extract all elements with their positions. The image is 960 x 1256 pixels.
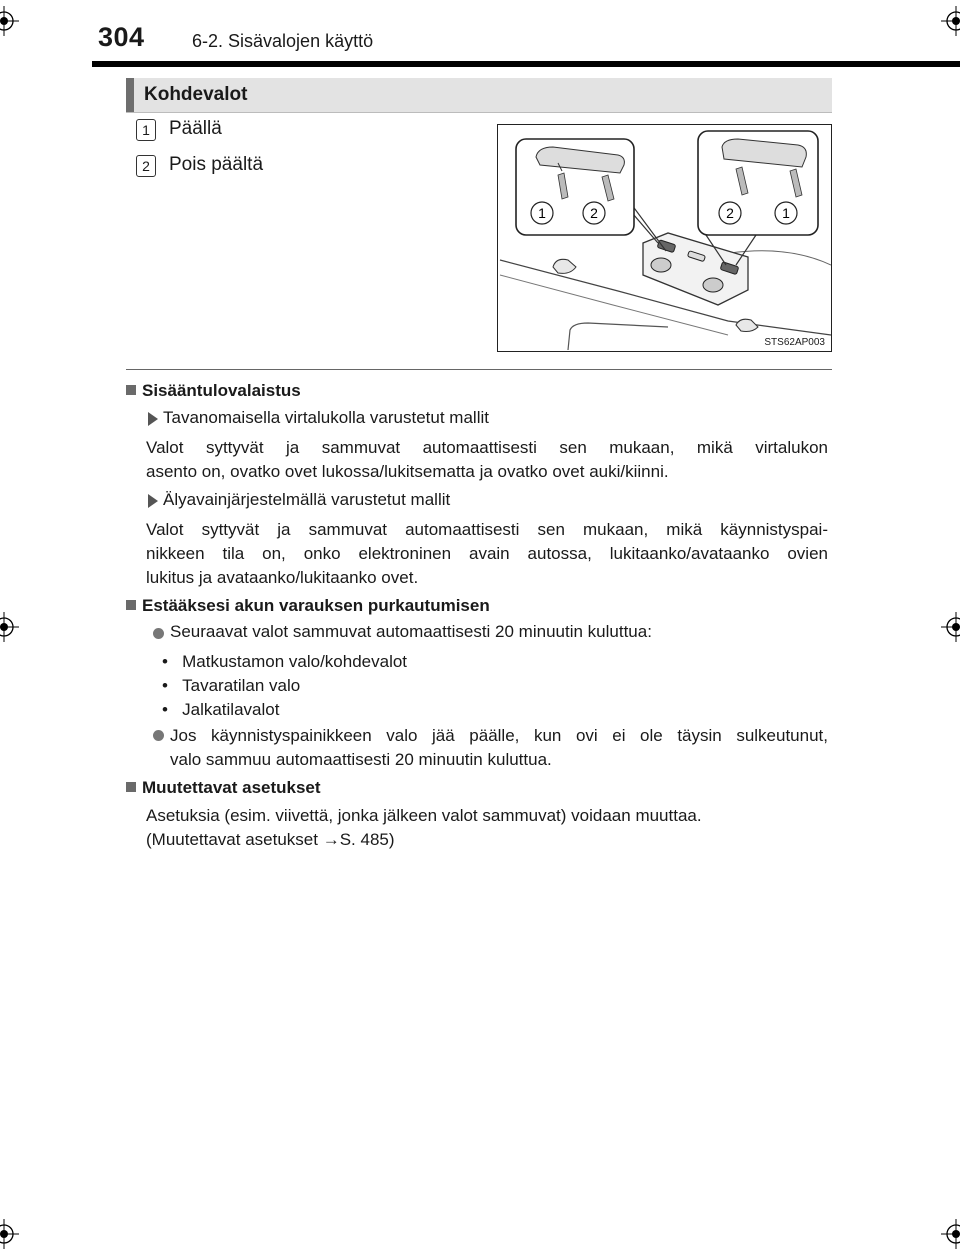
list-item: • Tavaratilan valo (162, 676, 301, 695)
round-bullet-icon (153, 628, 164, 639)
list-item: • Matkustamon valo/kohdevalot (162, 652, 408, 671)
paragraph-customization: Asetuksia (esim. viivettä, jonka jälkeen valot sammuvat) voidaan muuttaa. (Muutettavat asetukset →S. 485) (146, 806, 702, 849)
numbered-item-on (136, 118, 222, 144)
registration-mark-middle-right (941, 612, 960, 642)
list-item: • Jalkatilavalot (162, 700, 280, 719)
square-bullet-icon (126, 782, 136, 792)
registration-mark-middle-left (0, 612, 19, 642)
registration-mark-bottom-left (0, 1219, 19, 1249)
triangle-bullet-icon (148, 412, 158, 426)
number-badge: 1 (136, 119, 156, 141)
section-bar-marker (126, 78, 134, 112)
triangle-bullet-icon (148, 494, 158, 508)
callout-left-1: 1 (538, 205, 546, 221)
section-divider (126, 369, 832, 370)
chapter-title: 6-2. Sisävalojen käyttö (192, 31, 374, 51)
figure-id: STS62AP003 (764, 337, 825, 348)
battery-bullet-2: Jos käynnistyspainikkeen valo jää päälle, kun ovi ei ole täysin sulkeutunut, valo sammuu automaattisesti 20 minuutin kuluttua. (170, 726, 828, 769)
registration-mark-bottom-right (941, 1219, 960, 1249)
battery-bullet-1: Seuraavat valot sammuvat automaattisesti 20 minuutin kuluttua: (170, 622, 652, 641)
page-number: 304 (98, 22, 145, 52)
item-label: Pois päältä (169, 154, 264, 175)
arrow-right-icon: → (322, 830, 340, 849)
paragraph-smart-key: Valot syttyvät ja sammuvat automaattisesti sen mukaan, mikä käynnistyspai- nikkeen tila on, onko elektroninen avain autossa, lukitaanko/avataanko ovien lukitus ja avataanko/lukitaanko ovet. (146, 520, 828, 587)
heading-customization: Muutettavat asetukset (126, 778, 321, 798)
round-bullet-icon (153, 730, 164, 741)
paragraph-standard-ignition: Valot syttyvät ja sammuvat automaattisesti sen mukaan, mikä virtalukon asento on, ovatko ovet lukossa/lukitsematta ja ovatko ovet auki/kiinni. (146, 438, 828, 481)
callout-right-1: 1 (782, 205, 790, 221)
sub-heading-standard-ignition: Tavanomaisella virtalukolla varustetut mallit (163, 408, 489, 427)
callout-right-2: 2 (726, 205, 734, 221)
section-title-bar (126, 78, 832, 113)
sub-heading-smart-key: Älyavainjärjestelmällä varustetut mallit (163, 490, 451, 509)
page-reference-link: S. 485) (339, 830, 395, 849)
numbered-item-off (136, 154, 264, 180)
number-badge: 2 (136, 155, 156, 177)
square-bullet-icon (126, 600, 136, 610)
section-title: Kohdevalot (144, 84, 248, 105)
registration-mark-top-right (941, 6, 960, 36)
overhead-console-drawing (498, 125, 831, 351)
item-label: Päällä (169, 118, 222, 139)
callout-left-2: 2 (590, 205, 598, 221)
registration-mark-top-left (0, 6, 19, 36)
header-rule (92, 61, 960, 67)
heading-entry-lighting: Sisääntulovalaistus (126, 381, 301, 401)
heading-battery: Estääksesi akun varauksen purkautumisen (126, 596, 490, 616)
spotlight-illustration (497, 124, 832, 352)
square-bullet-icon (126, 385, 136, 395)
